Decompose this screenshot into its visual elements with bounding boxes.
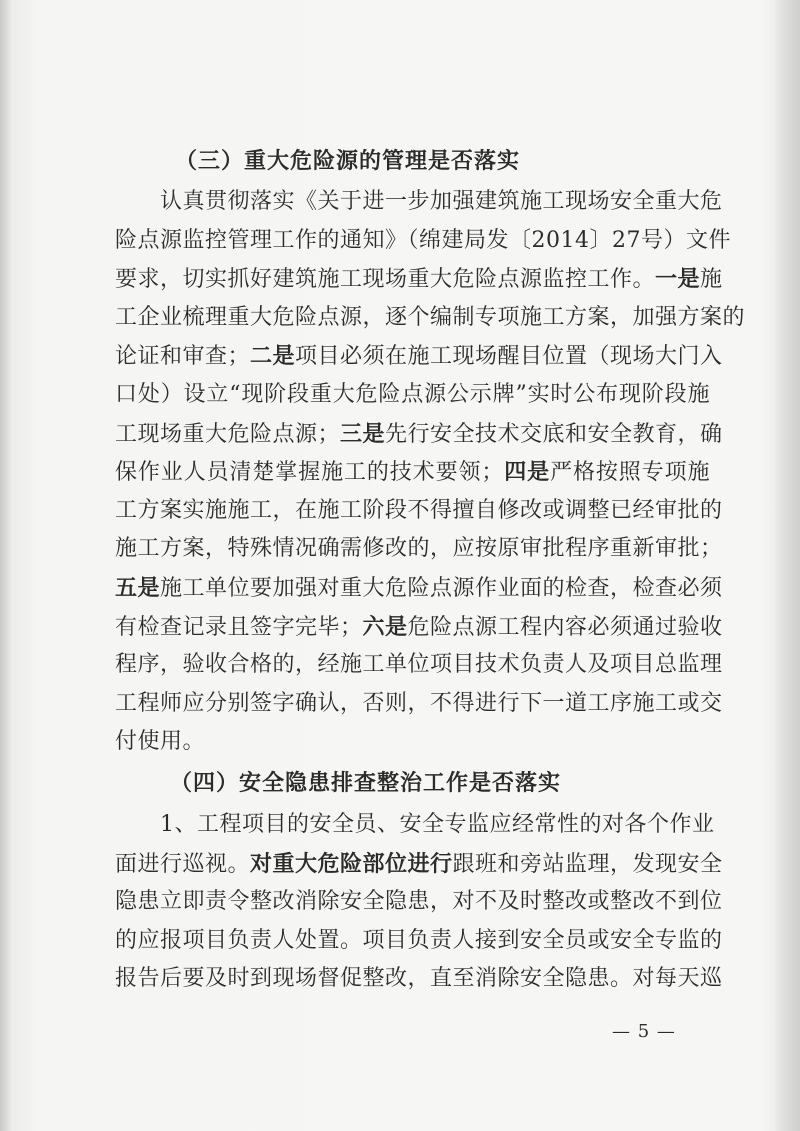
line-text: 施工方案，特殊情况确需修改的，应按原审批程序重新审批； — [115, 536, 723, 562]
text-line — [115, 496, 723, 526]
text-line — [115, 380, 710, 410]
text-line — [115, 341, 723, 371]
text-line — [160, 810, 715, 840]
emphasis-text: 对重大危险部位进行 — [250, 850, 453, 877]
text-line — [115, 689, 723, 719]
line-text: 项目必须在施工现场醒目位置（现场大门入 — [295, 344, 723, 370]
text-line — [115, 964, 723, 994]
line-text: 报告后要及时到现场督促整改，直至消除安全隐患。对每天巡 — [115, 966, 723, 992]
emphasis-text: 六是 — [362, 613, 408, 640]
text-line — [115, 419, 723, 449]
line-text: 论证和审查； — [115, 344, 251, 370]
emphasis-text: 四是 — [503, 459, 551, 486]
line-text: 施 — [700, 267, 723, 293]
text-line — [160, 187, 723, 217]
text-line — [115, 727, 710, 757]
line-text: 认真贯彻落实《关于进一步加强建筑施工现场安全重大危 — [160, 189, 723, 214]
section-3-heading: （三）重大危险源的管理是否落实 — [175, 148, 521, 174]
line-text: 险点源监控管理工作的通知》（绵建局发〔2014〕27号）文件 — [115, 227, 731, 253]
line-text: 付使用。 — [115, 729, 206, 755]
line-text: 的应报项目负责人处置。项目负责人接到安全员或安全专监的 — [115, 927, 723, 953]
line-text: 先行安全技术交底和安全教育，确 — [385, 421, 723, 447]
emphasis-text: 三是 — [340, 420, 386, 447]
line-text: 1、工程项目的安全员、安全专监应经常性的对各个作业 — [160, 812, 715, 837]
scan-shadow-right — [774, 0, 800, 1131]
text-line — [115, 303, 746, 333]
line-text: 工方案实施施工，在施工阶段不得擅自修改或调整已经审批的 — [115, 497, 723, 523]
emphasis-text: 五是 — [115, 575, 161, 601]
line-text: 施工单位要加强对重大危险点源作业面的检查，检查必须 — [160, 576, 723, 601]
line-text: 工程师应分别签字确认，否则，不得进行下一道工序施工或交 — [115, 690, 723, 716]
text-line — [115, 849, 723, 879]
page-number: — 5 — — [612, 1021, 676, 1042]
text-line — [115, 457, 710, 487]
line-text: 工企业梳理重大危险点源，逐个编制专项施工方案，加强方案的 — [115, 304, 746, 330]
text-line — [115, 226, 731, 256]
text-line — [115, 264, 723, 294]
line-text: 工现场重大危险点源； — [115, 421, 341, 447]
line-text: 程序，验收合格的，经施工单位项目技术负责人及项目总监理 — [115, 652, 723, 678]
line-text: 有检查记录且签字完毕； — [115, 614, 363, 640]
emphasis-text: 一是 — [655, 266, 701, 293]
text-line — [115, 887, 723, 917]
line-text: 保作业人员清楚掌握施工的技术要领； — [115, 460, 504, 486]
text-line — [115, 573, 723, 603]
line-text: 隐患立即责令整改消除安全隐患，对不及时整改或整改不到位 — [115, 889, 723, 915]
line-text: 要求，切实抓好建筑施工现场重大危险点源监控工作。 — [115, 267, 656, 293]
text-line — [115, 612, 723, 642]
text-line — [115, 534, 723, 564]
scan-shadow-left — [0, 0, 12, 1131]
line-text: 口处）设立“现阶段重大危险点源公示牌”实时公布现阶段施 — [115, 382, 710, 407]
line-text: 跟班和旁站监理，发现安全 — [452, 851, 723, 877]
text-line — [115, 926, 723, 956]
line-text: 危险点源工程内容必须通过验收 — [407, 614, 723, 640]
emphasis-text: 二是 — [250, 343, 296, 370]
text-line — [115, 650, 723, 680]
section-4-heading: （四）安全隐患排查整治工作是否落实 — [170, 770, 562, 796]
line-text: 面进行巡视。 — [115, 851, 251, 877]
line-text: 严格按照专项施 — [550, 460, 710, 486]
